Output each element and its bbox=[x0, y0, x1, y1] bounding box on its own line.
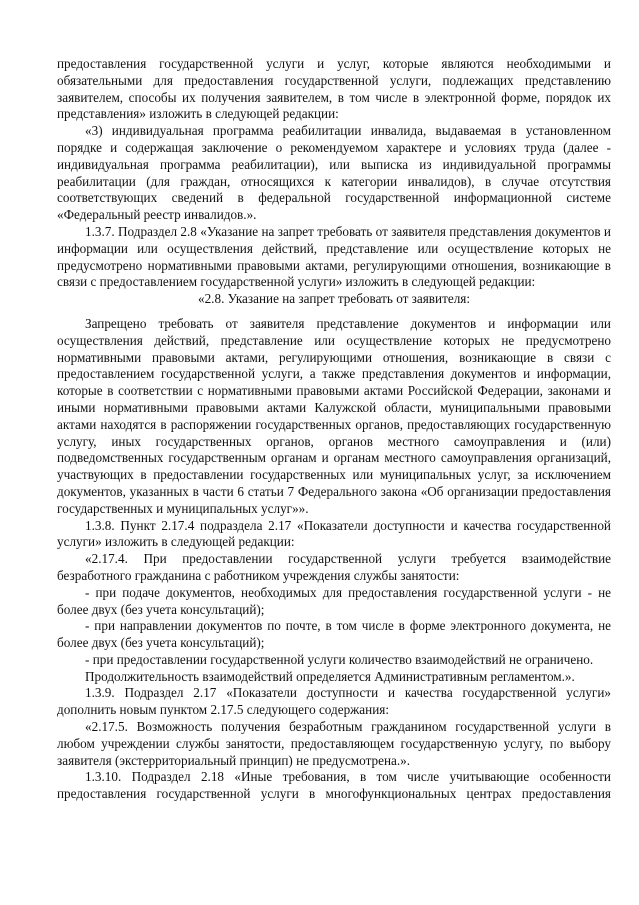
paragraph-1-3-8: 1.3.8. Пункт 2.17.4 подраздела 2.17 «Показатели доступности и качества государственной услуги» изложить в следующей редакции: bbox=[57, 517, 611, 550]
paragraph-2-17-5: «2.17.5. Возможность получения безработным гражданином государственной услуги в любом учреждении службы занятости, предоставляющем государственную услугу, по выбору заявителя (экстерриториальный принцип) не предусмотрена.». bbox=[57, 719, 611, 768]
section-heading-2-8: «2.8. Указание на запрет требовать от заявителя: bbox=[197, 291, 471, 307]
list-item-submission: - при подаче документов, необходимых для предоставления государственной услуги - не более двух (без учета консультаций); bbox=[57, 584, 611, 617]
list-item-mail: - при направлении документов по почте, в том числе в форме электронного документа, не более двух (без учета консультаций); bbox=[57, 618, 611, 651]
paragraph-item-3: «3) индивидуальная программа реабилитации инвалида, выдаваемая в установленном порядке и содержащая заключение о рекомендуемом характере и условиях труда (далее - индивидуальная программа реабилитации), или выписка из индивидуальной программы реабилитации (для граждан, относящихся к категории инвалидов), в случае отсутствия соответствующих сведений в федеральной государственной информационной системе «Федеральный реестр инвалидов.». bbox=[57, 123, 611, 223]
paragraph-1-3-9: 1.3.9. Подраздел 2.17 «Показатели доступности и качества государственной услуги» дополнить новым пунктом 2.17.5 следующего содержания: bbox=[57, 685, 611, 718]
paragraph-1-3-10: 1.3.10. Подраздел 2.18 «Иные требования, в том числе учитывающие особенности предоставления государственной услуги в многофункциональных центрах предоставления bbox=[57, 769, 611, 802]
paragraph-duration: Продолжительность взаимодействий определяется Административным регламентом.». bbox=[85, 668, 575, 684]
paragraph-2-17-4: «2.17.4. При предоставлении государственной услуги требуется взаимодействие безработного гражданина с работником учреждения службы занятости: bbox=[57, 551, 611, 583]
paragraph-prohibition: Запрещено требовать от заявителя представление документов и информации или осуществления действий, представление или осуществление которых не предусмотрено нормативными правовыми актами, регулирующими отношения, возникающие в связи с предоставлением государственной услуги, а также представления документов и информации, которые в соответствии с нормативными правовыми актами Российской Федерации, законами и иными нормативными правовыми актами Калужской области, муниципальными правовыми актами находятся в распоряжении государственных органов, предоставляющих государственную услугу, иных государственных органов, органов местного самоуправления и (или) подведомственных государственным органам и органам местного самоуправления организаций, участвующих в предоставлении государственных или муниципальных услуг, за исключением документов, указанных в части 6 статьи 7 Федерального закона «Об организации предоставления государственных и муниципальных услуг»». bbox=[57, 315, 611, 516]
list-item-provision: - при предоставлении государственной услуги количество взаимодействий не ограничено. bbox=[85, 651, 594, 667]
paragraph-intro: предоставления государственной услуги и услуг, которые являются необходимыми и обязательными для предоставления государственной услуги, подлежащих представлению заявителем, способы их получения заявителем, в том числе в электронной форме, порядок их представления» изложить в следующей редакции: bbox=[57, 56, 611, 122]
paragraph-1-3-7: 1.3.7. Подраздел 2.8 «Указание на запрет требовать от заявителя представления документов и информации или осуществления действий, представление или осуществление которых не предусмотрено нормативными правовыми актами, регулирующими отношения, возникающие в связи с предоставлением государственной услуги» изложить в следующей редакции: bbox=[57, 223, 611, 290]
